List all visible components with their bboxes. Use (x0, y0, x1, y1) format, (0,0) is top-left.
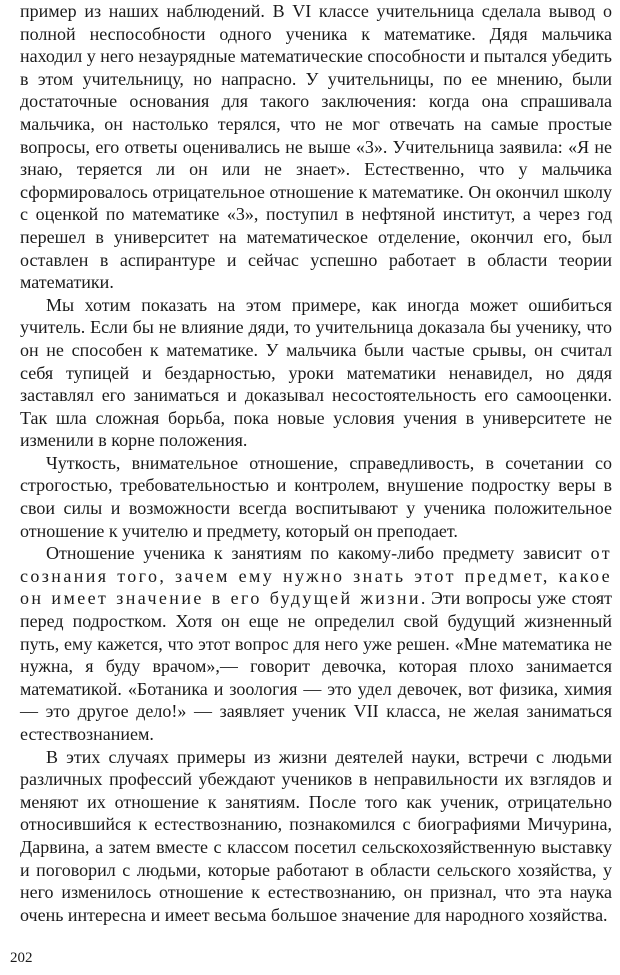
paragraph-4-rest: . Эти вопросы уже стоят перед подростком. Хотя он еще не определил свой будущий жизненный путь, ему кажется, что этот вопрос для него уже решен. «Мне математика не нужна, я буду врачом»,— говорит девочка, которая плохо занимается математикой. «Ботаника и зоология — это удел девочек, вот физика, химия — это другое дело!» — заявляет ученик VII класса, не желая заниматься естествознанием. (20, 588, 612, 744)
paragraph-1: пример из наших наблюдений. В VI классе учительница сделала вывод о полной неспособности одного ученика к математике. Дядя мальчика находил у него незаурядные математические способности и пытался убедить в этом учительницу, но напрасно. У учительницы, по ее мнению, были достаточные основания для такого заключения: когда она спрашивала мальчика, он настолько терялся, что не мог отвечать на самые простые вопросы, его ответы оценивались не выше «3». Учительница заявила: «Я не знаю, теряется ли он или не знает». Естественно, что у мальчика сформировалось отрицательное отношение к математике. Он окончил школу с оценкой по математике «3», поступил в нефтяной институт, а через год перешел в университет на математическое отделение, окончил его, был оставлен в аспирантуре и сейчас успешно работает в области теории математики. (20, 1, 612, 293)
paragraph-4-emphasis: от сознания того, зачем ему нужно знать этот предмет, какое он имеет значение в его будущей жизни (20, 543, 612, 609)
paragraph-4-lead: Отношение ученика к занятиям по какому-либо предмету зависит (46, 543, 591, 564)
page-number: 202 (10, 950, 33, 966)
paragraph-4 (20, 542, 612, 745)
paragraph-5: В этих случаях примеры из жизни деятелей науки, встречи с людьми различных профессий убеждают учеников в неправильности их взглядов и меняют их отношение к занятиям. После того как ученик, отрицательно относившийся к естествознанию, познакомился с биографиями Мичурина, Дарвина, а затем вместе с классом посетил сельскохозяйственную выставку и поговорил с людьми, которые работают в области сельского хозяйства, у него изменилось отношение к естествознанию, он признал, что эта наука очень интересна и имеет весьма большое значение для народного хозяйства. (20, 746, 612, 925)
paragraph-2: Мы хотим показать на этом примере, как иногда может ошибиться учитель. Если бы не влияние дяди, то учительница доказала бы ученику, что он не способен к математике. У мальчика были частые срывы, он считал себя тупицей и бездарностью, уроки математики ненавидел, но дядя заставлял его заниматься и доказывал несостоятельность его самооценки. Так шла сложная борьба, пока новые условия учения в университете не изменили в корне положения. (20, 294, 612, 451)
page-body (20, 0, 612, 926)
paragraph-3: Чуткость, внимательное отношение, справедливость, в сочетании со строгостью, требовательностью и контролем, внушение подростку веры в свои силы и возможности всегда воспитывают у ученика положительное отношение к учителю и предмету, который он преподает. (20, 452, 612, 541)
